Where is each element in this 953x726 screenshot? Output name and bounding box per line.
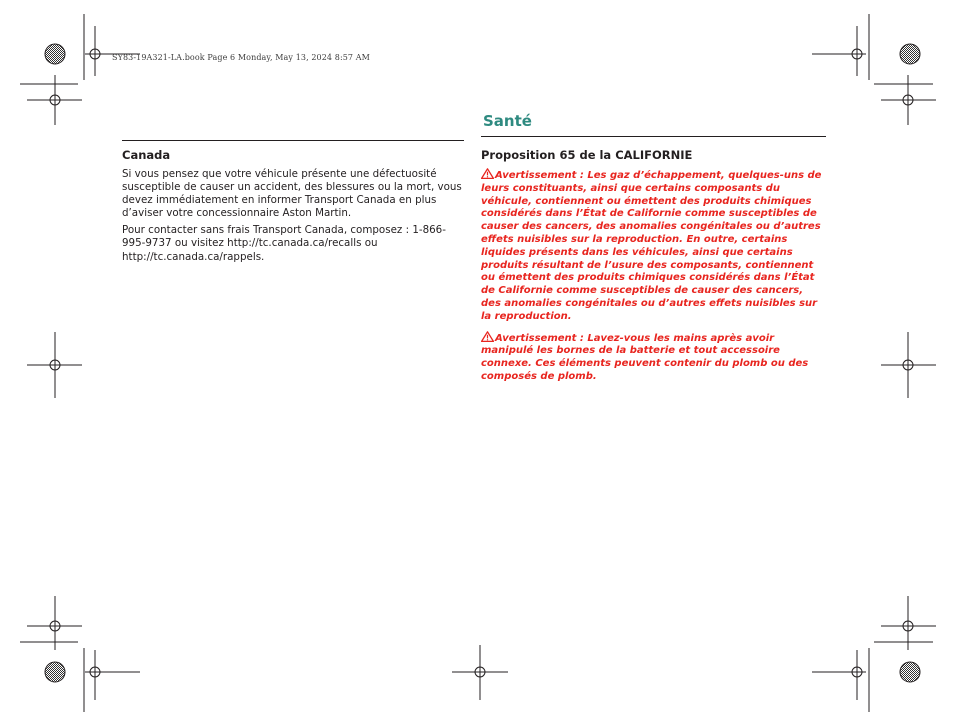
contact-paragraph: Pour contacter sans frais Transport Canada, composez : 1-866-995-9737 ou visitez http://tc.canada.ca/recalls ou http://tc.canada.ca/rappels. [122,224,446,263]
warning-text: Lavez-vous les mains après avoir manipulé les bornes de la batterie et tout accessoire connexe. Ces éléments peuvent contenir du plomb ou des composés de plomb. [481,332,809,382]
print-header-line: SY83-19A321-LA.book Page 6 Monday, May 13, 2024 8:57 AM [112,53,370,62]
california-prop65-section [481,148,826,391]
exhaust-warning [481,168,826,324]
battery-warning [481,331,826,384]
section-title-rule [481,136,826,137]
warning-label: Avertissement : [495,170,584,181]
canada-heading: Canada [122,148,171,162]
warning-triangle-icon [481,168,494,179]
canada-section [122,148,464,268]
warning-label: Avertissement : [495,332,584,344]
left-column-rule [122,140,464,141]
warning-text: Les gaz d’échappement, quelques-uns de leurs constituants, ainsi que certains composants du véhicule, contiennent ou émettent des produits chimiques considérés dans l’État de Californie comme susceptibles de causer des cancers, des anomalies congénitales ou d’autres effets nuisibles sur la reproduction. En outre, certains liquides présents dans les véhicules, ainsi que certains produits résultant de l’usure des composants, contiennent ou émettent des produits chimiques considérés dans l’État de Californie comme susceptibles de causer des cancers, des anomalies congénitales ou d’autres effets nuisibles sur la reproduction. [481,170,822,322]
warning-triangle-icon [481,331,494,342]
prop65-heading: Proposition 65 de la CALIFORNIE [481,148,693,162]
section-title: Santé [483,112,532,130]
canada-paragraph: Si vous pensez que votre véhicule présente une défectuosité susceptible de causer un accident, des blessures ou la mort, vous devez immédiatement en informer Transport Canada en plus d’aviser votre concessionnaire Aston Martin. [122,168,462,220]
